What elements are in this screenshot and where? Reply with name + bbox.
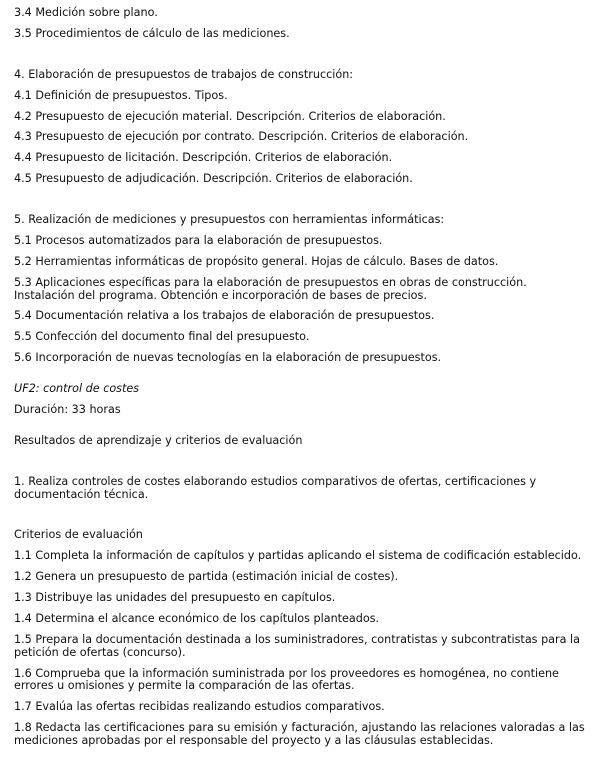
criterion-1-4: 1.4 Determina el alcance económico de los capítulos planteados.	[14, 611, 380, 625]
item-4-5: 4.5 Presupuesto de adjudicación. Descripción. Criterios de elaboración.	[14, 172, 413, 186]
criterion-1-2: 1.2 Genera un presupuesto de partida (estimación inicial de costes).	[14, 570, 399, 584]
item-5-5: 5.5 Confección del documento final del presupuesto.	[14, 330, 310, 344]
item-4-1: 4.1 Definición de presupuestos. Tipos.	[14, 88, 228, 102]
criterion-1-1: 1.1 Completa la información de capítulos y partidas aplicando el sistema de codificación establecido.	[14, 549, 582, 563]
section-4-heading: 4. Elaboración de presupuestos de trabajos de construcción:	[14, 67, 354, 81]
uf2-title: UF2: control de costes	[14, 382, 140, 395]
item-4-2: 4.2 Presupuesto de ejecución material. Descripción. Criterios de elaboración.	[14, 109, 446, 123]
criterion-1-8: 1.8 Redacta las certificaciones para su emisión y facturación, ajustando las relaciones valoradas a las mediciones aprobadas por el responsable del proyecto y a las cláusulas establecidas.	[14, 721, 585, 747]
item-3-4: 3.4 Medición sobre plano.	[14, 6, 158, 19]
item-4-3: 4.3 Presupuesto de ejecución por contrato. Descripción. Criterios de elaboración.	[14, 130, 469, 144]
item-5-6: 5.6 Incorporación de nuevas tecnologías en la elaboración de presupuestos.	[14, 351, 442, 365]
results-heading: Resultados de aprendizaje y criterios de evaluación	[14, 433, 303, 447]
item-4-4: 4.4 Presupuesto de licitación. Descripción. Criterios de elaboración.	[14, 151, 393, 165]
item-5-1: 5.1 Procesos automatizados para la elaboración de presupuestos.	[14, 233, 383, 247]
item-3-5: 3.5 Procedimientos de cálculo de las mediciones.	[14, 26, 290, 40]
uf2-duration: Duración: 33 horas	[14, 402, 121, 416]
item-5-2: 5.2 Herramientas informáticas de propósito general. Hojas de cálculo. Bases de datos.	[14, 254, 499, 268]
result-1: 1. Realiza controles de costes elaborando estudios comparativos de ofertas, certificaciones y documentación técnica.	[14, 474, 537, 501]
criterion-1-7: 1.7 Evalúa las ofertas recibidas realizando estudios comparativos.	[14, 700, 385, 714]
criterion-1-5: 1.5 Prepara la documentación destinada a los suministradores, contratistas y subcontratistas para la petición de ofertas (concurso).	[14, 632, 580, 659]
criterion-1-6: 1.6 Comprueba que la información suministrada por los proveedores es homogénea, no contiene errores u omisiones y permite la comparación de las ofertas.	[14, 666, 559, 693]
item-5-4: 5.4 Documentación relativa a los trabajos de elaboración de presupuestos.	[14, 309, 435, 323]
item-5-3: 5.3 Aplicaciones específicas para la elaboración de presupuestos en obras de construcción. Instalación del programa. Obtención e incorporación de bases de precios.	[14, 275, 527, 302]
section-5-heading: 5. Realización de mediciones y presupuestos con herramientas informáticas:	[14, 213, 445, 226]
criterion-1-3: 1.3 Distribuye las unidades del presupuesto en capítulos.	[14, 591, 336, 604]
criteria-heading: Criterios de evaluación	[14, 528, 143, 542]
